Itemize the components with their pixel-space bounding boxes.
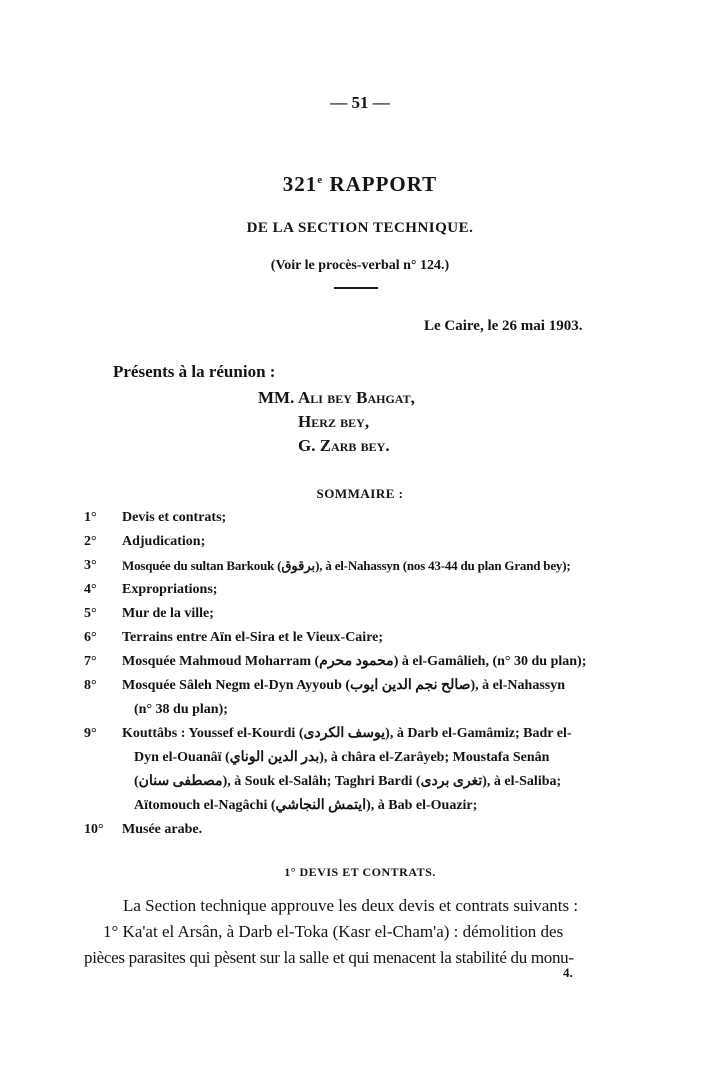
summary-item-number: 7° [84,654,97,669]
summary-item-number: 9° [84,726,97,741]
summary-item-continuation: Aïtomouch el-Nagâchi (ايتمش النجاشي), à Bab el-Ouazir; [134,798,478,813]
summary-item-text: Devis et contrats; [122,510,227,525]
member-name: Ali bey Bahgat, [298,388,415,407]
summary-item-text: Musée arabe. [122,822,203,837]
summary-item-number: 5° [84,606,97,621]
summary-item-continuation: (مصطفى سنان), à Souk el-Salâh; Taghri Bardi (تغرى بردى), à el-Saliba; [134,774,562,789]
summary-item-text: Mosquée Mahmoud Moharram (محمود محرم) à el-Gamâlieh, (n° 30 du plan); [122,654,587,669]
attendance-honorific: MM. [258,388,295,407]
summary-item-text: Mosquée Sâleh Negm el-Dyn Ayyoub (صالح نجم الدين ايوب), à el-Nahassyn [122,678,566,693]
section-heading: 1° DEVIS ET CONTRATS. [284,865,436,879]
member-name: Herz bey, [298,412,370,431]
summary-item-text: Mur de la ville; [122,606,214,621]
summary-item-text: Mosquée du sultan Barkouk (برقوق), à el-Nahassyn (nos 43-44 du plan Grand bey); [122,558,571,573]
report-subtitle: DE LA SECTION TECHNIQUE. [246,220,474,236]
summary-item-number: 6° [84,630,97,645]
report-number: 321 [282,172,318,196]
summary-item-continuation: (n° 38 du plan); [134,702,228,717]
summary-item-number: 2° [84,534,97,549]
attendance-first-line [258,388,415,408]
summary-item-number: 3° [84,558,97,573]
summary-item-text: Terrains entre Aïn el-Sira et le Vieux-Caire; [122,630,384,645]
attendance-intro: Présents à la réunion : [113,362,276,381]
meeting-date: Le Caire, le 26 mai 1903. [424,318,583,334]
body-paragraph: 1° Ka'at el Arsân, à Darb el-Toka (Kasr el-Cham'a) : démolition des [103,922,564,941]
minutes-reference: (Voir le procès-verbal n° 124.) [270,258,450,273]
signature-mark: 4. [563,965,573,980]
report-title [0,172,720,197]
summary-item-text: Expropriations; [122,582,218,597]
summary-heading: SOMMAIRE : [316,486,404,501]
summary-item-text: Adjudication; [122,534,206,549]
title-divider [334,287,378,289]
page-number: — 51 — [330,93,390,112]
report-label: RAPPORT [329,172,438,196]
summary-item-number: 4° [84,582,97,597]
summary-item-continuation: Dyn el-Ouanâï (بدر الدين الوناي), à châra el-Zarâyeb; Moustafa Senân [134,750,550,765]
body-paragraph: pièces parasites qui pèsent sur la salle et qui menacent la stabilité du monu- [84,948,574,967]
body-paragraph: La Section technique approuve les deux devis et contrats suivants : [123,896,579,915]
summary-item-number: 1° [84,510,97,525]
member-name: G. Zarb bey. [298,436,390,455]
summary-item-number: 10° [84,822,104,837]
summary-item-text: Kouttâbs : Youssef el-Kourdi (يوسف الكردى), à Darb el-Gamâmiz; Badr el- [122,726,572,741]
report-number-suffix: e [317,174,324,186]
summary-item-number: 8° [84,678,97,693]
